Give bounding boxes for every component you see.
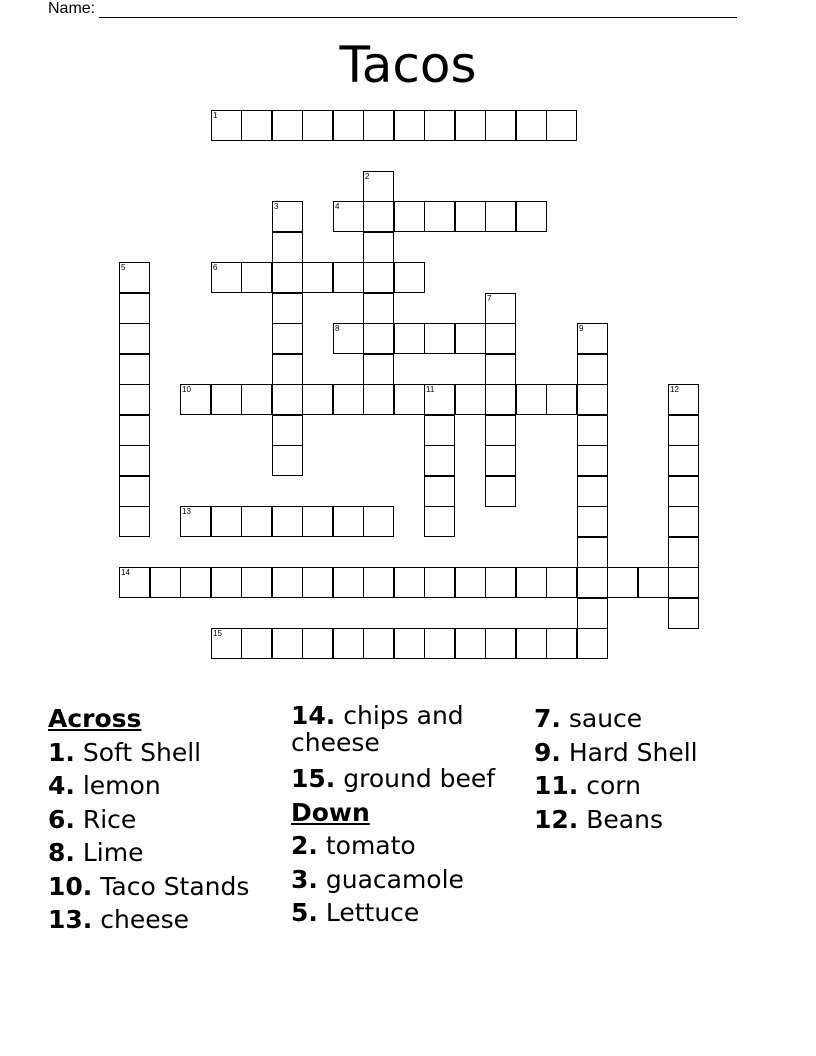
clue-across-15: 15. ground beef — [291, 764, 496, 793]
crossword-cell[interactable] — [485, 445, 516, 476]
crossword-cell[interactable] — [272, 628, 303, 659]
clue-down-5: 5. Lettuce — [291, 898, 420, 927]
crossword-cell[interactable] — [668, 598, 699, 629]
crossword-cell[interactable] — [180, 384, 211, 415]
clue-number: 6 — [213, 263, 218, 272]
crossword-cell[interactable] — [363, 567, 394, 598]
clue-across-4: 4. lemon — [48, 771, 161, 800]
crossword-cell[interactable] — [424, 445, 455, 476]
crossword-cell[interactable] — [119, 262, 150, 293]
crossword-cell[interactable] — [119, 384, 150, 415]
clue-down-2: 2. tomato — [291, 831, 416, 860]
crossword-cell[interactable] — [363, 628, 394, 659]
crossword-cell[interactable] — [424, 476, 455, 507]
crossword-cell[interactable] — [363, 171, 394, 202]
crossword-cell[interactable] — [302, 567, 333, 598]
crossword-cell[interactable] — [668, 476, 699, 507]
crossword-cell[interactable] — [241, 384, 272, 415]
crossword-cell[interactable] — [333, 506, 364, 537]
crossword-cell[interactable] — [668, 415, 699, 446]
crossword-cell[interactable] — [272, 323, 303, 354]
crossword-cell[interactable] — [363, 110, 394, 141]
crossword-cell[interactable] — [272, 293, 303, 324]
crossword-cell[interactable] — [424, 567, 455, 598]
crossword-cell[interactable] — [333, 262, 364, 293]
crossword-cell[interactable] — [363, 201, 394, 232]
crossword-cell[interactable] — [577, 445, 608, 476]
crossword-cell[interactable] — [333, 567, 364, 598]
clue-down-11: 11. corn — [534, 771, 641, 800]
crossword-cell[interactable] — [455, 567, 486, 598]
crossword-cell[interactable] — [394, 323, 425, 354]
clue-number: 5 — [121, 263, 126, 272]
crossword-cell[interactable] — [424, 506, 455, 537]
clue-down-7: 7. sauce — [534, 704, 643, 733]
crossword-cell[interactable] — [272, 506, 303, 537]
crossword-cell[interactable] — [668, 537, 699, 568]
down-heading: Down — [291, 797, 370, 827]
crossword-cell[interactable] — [363, 323, 394, 354]
crossword-cell[interactable] — [516, 201, 547, 232]
crossword-cell[interactable] — [272, 201, 303, 232]
crossword-cell[interactable] — [302, 110, 333, 141]
clue-down-12: 12. Beans — [534, 804, 663, 834]
crossword-cell[interactable] — [668, 506, 699, 537]
clue-number: 14 — [121, 568, 130, 577]
crossword-cell[interactable] — [424, 384, 455, 415]
crossword-cell[interactable] — [394, 110, 425, 141]
name-label: Name: — [48, 0, 96, 17]
crossword-cell[interactable] — [577, 628, 608, 659]
crossword-cell[interactable] — [455, 628, 486, 659]
clue-across-1: 1. Soft Shell — [48, 737, 202, 767]
crossword-cell[interactable] — [424, 323, 455, 354]
crossword-cell[interactable] — [394, 201, 425, 232]
crossword-cell[interactable] — [333, 110, 364, 141]
clue-across-8: 8. Lime — [48, 838, 144, 867]
across-heading: Across — [48, 704, 142, 733]
crossword-cell[interactable] — [577, 415, 608, 446]
crossword-cell[interactable] — [546, 628, 577, 659]
crossword-cell[interactable] — [577, 354, 608, 385]
crossword-cell[interactable] — [485, 476, 516, 507]
crossword-cell[interactable] — [241, 506, 272, 537]
crossword-cell[interactable] — [485, 201, 516, 232]
clue-across-6: 6. Rice — [48, 804, 137, 834]
crossword-cell[interactable] — [546, 567, 577, 598]
crossword-cell[interactable] — [455, 110, 486, 141]
crossword-cell[interactable] — [272, 384, 303, 415]
crossword-cell[interactable] — [455, 201, 486, 232]
crossword-cell[interactable] — [363, 506, 394, 537]
crossword-cell[interactable] — [119, 445, 150, 476]
clue-number: 12 — [670, 385, 679, 394]
crossword-cell[interactable] — [424, 201, 455, 232]
crossword-cell[interactable] — [241, 262, 272, 293]
clue-number: 11 — [426, 385, 435, 394]
clue-number: 3 — [274, 202, 279, 211]
crossword-cell[interactable] — [485, 354, 516, 385]
crossword-cell[interactable] — [119, 354, 150, 385]
clue-number: 4 — [335, 202, 340, 211]
crossword-cell[interactable] — [302, 628, 333, 659]
clue-column-1 — [48, 702, 249, 937]
clue-across-10: 10. Taco Stands — [48, 871, 250, 901]
crossword-cell[interactable] — [333, 628, 364, 659]
crossword-cell[interactable] — [211, 628, 242, 659]
crossword-cell[interactable] — [272, 415, 303, 446]
crossword-cell[interactable] — [272, 567, 303, 598]
crossword-cell[interactable] — [424, 415, 455, 446]
crossword-cell[interactable] — [516, 567, 547, 598]
crossword-cell[interactable] — [272, 445, 303, 476]
crossword-cell[interactable] — [394, 262, 425, 293]
clue-across-13: 13. cheese — [48, 905, 190, 934]
crossword-cell[interactable] — [394, 567, 425, 598]
crossword-cell[interactable] — [424, 628, 455, 659]
crossword-cell[interactable] — [668, 567, 699, 598]
crossword-cell[interactable] — [577, 323, 608, 354]
crossword-cell[interactable] — [119, 293, 150, 324]
crossword-cell[interactable] — [455, 323, 486, 354]
crossword-cell[interactable] — [577, 476, 608, 507]
crossword-cell[interactable] — [485, 628, 516, 659]
crossword-cell[interactable] — [424, 110, 455, 141]
crossword-cell[interactable] — [119, 567, 150, 598]
clue-number: 13 — [182, 507, 191, 516]
crossword-cell[interactable] — [516, 628, 547, 659]
crossword-cell[interactable] — [363, 293, 394, 324]
crossword-cell[interactable] — [150, 567, 181, 598]
crossword-cell[interactable] — [485, 415, 516, 446]
crossword-cell[interactable] — [485, 323, 516, 354]
crossword-cell[interactable] — [577, 384, 608, 415]
crossword-cell[interactable] — [119, 415, 150, 446]
crossword-cell[interactable] — [302, 506, 333, 537]
clue-number: 2 — [365, 172, 370, 181]
crossword-cell[interactable] — [180, 567, 211, 598]
crossword-cell[interactable] — [394, 384, 425, 415]
crossword-cell[interactable] — [668, 384, 699, 415]
crossword-cell[interactable] — [211, 384, 242, 415]
crossword-cell[interactable] — [241, 628, 272, 659]
clue-number: 1 — [213, 111, 218, 120]
crossword-cell[interactable] — [333, 323, 364, 354]
crossword-cell[interactable] — [577, 598, 608, 629]
crossword-cell[interactable] — [577, 567, 608, 598]
clue-number: 10 — [182, 385, 191, 394]
crossword-cell[interactable] — [211, 506, 242, 537]
crossword-cell[interactable] — [302, 262, 333, 293]
clue-down-9: 9. Hard Shell — [534, 737, 698, 767]
crossword-cell[interactable] — [272, 354, 303, 385]
crossword-cell[interactable] — [516, 384, 547, 415]
crossword-cell[interactable] — [638, 567, 669, 598]
crossword-cell[interactable] — [211, 567, 242, 598]
crossword-cell[interactable] — [394, 628, 425, 659]
crossword-cell[interactable] — [668, 445, 699, 476]
crossword-cell[interactable] — [485, 384, 516, 415]
crossword-cell[interactable] — [211, 110, 242, 141]
crossword-cell[interactable] — [363, 384, 394, 415]
crossword-cell[interactable] — [302, 384, 333, 415]
clue-column-3 — [534, 702, 698, 836]
crossword-cell[interactable] — [180, 506, 211, 537]
clue-down-3: 3. guacamole — [291, 864, 464, 894]
crossword-cell[interactable] — [272, 232, 303, 263]
crossword-cell[interactable] — [119, 323, 150, 354]
crossword-cell[interactable] — [272, 110, 303, 141]
clue-number: 7 — [487, 294, 492, 303]
clue-number: 15 — [213, 629, 222, 638]
crossword-cell[interactable] — [455, 384, 486, 415]
clue-column-2 — [291, 702, 511, 930]
crossword-cell[interactable] — [363, 354, 394, 385]
clue-across-14: 14. chips and cheese — [291, 701, 464, 757]
crossword-cell[interactable] — [485, 110, 516, 141]
crossword-cell[interactable] — [363, 262, 394, 293]
crossword-cell[interactable] — [363, 232, 394, 263]
crossword-cell[interactable] — [485, 567, 516, 598]
crossword-cell[interactable] — [577, 506, 608, 537]
crossword-cell[interactable] — [607, 567, 638, 598]
crossword-cell[interactable] — [333, 384, 364, 415]
crossword-cell[interactable] — [211, 262, 242, 293]
crossword-cell[interactable] — [577, 537, 608, 568]
crossword-cell[interactable] — [272, 262, 303, 293]
puzzle-title: Tacos — [339, 36, 477, 94]
crossword-cell[interactable] — [516, 110, 547, 141]
crossword-cell[interactable] — [485, 293, 516, 324]
crossword-cell[interactable] — [241, 567, 272, 598]
crossword-cell[interactable] — [546, 384, 577, 415]
crossword-cell[interactable] — [119, 506, 150, 537]
crossword-cell[interactable] — [333, 201, 364, 232]
clue-number: 8 — [335, 324, 340, 333]
crossword-cell[interactable] — [119, 476, 150, 507]
clue-number: 9 — [579, 324, 584, 333]
crossword-cell[interactable] — [546, 110, 577, 141]
crossword-cell[interactable] — [241, 110, 272, 141]
